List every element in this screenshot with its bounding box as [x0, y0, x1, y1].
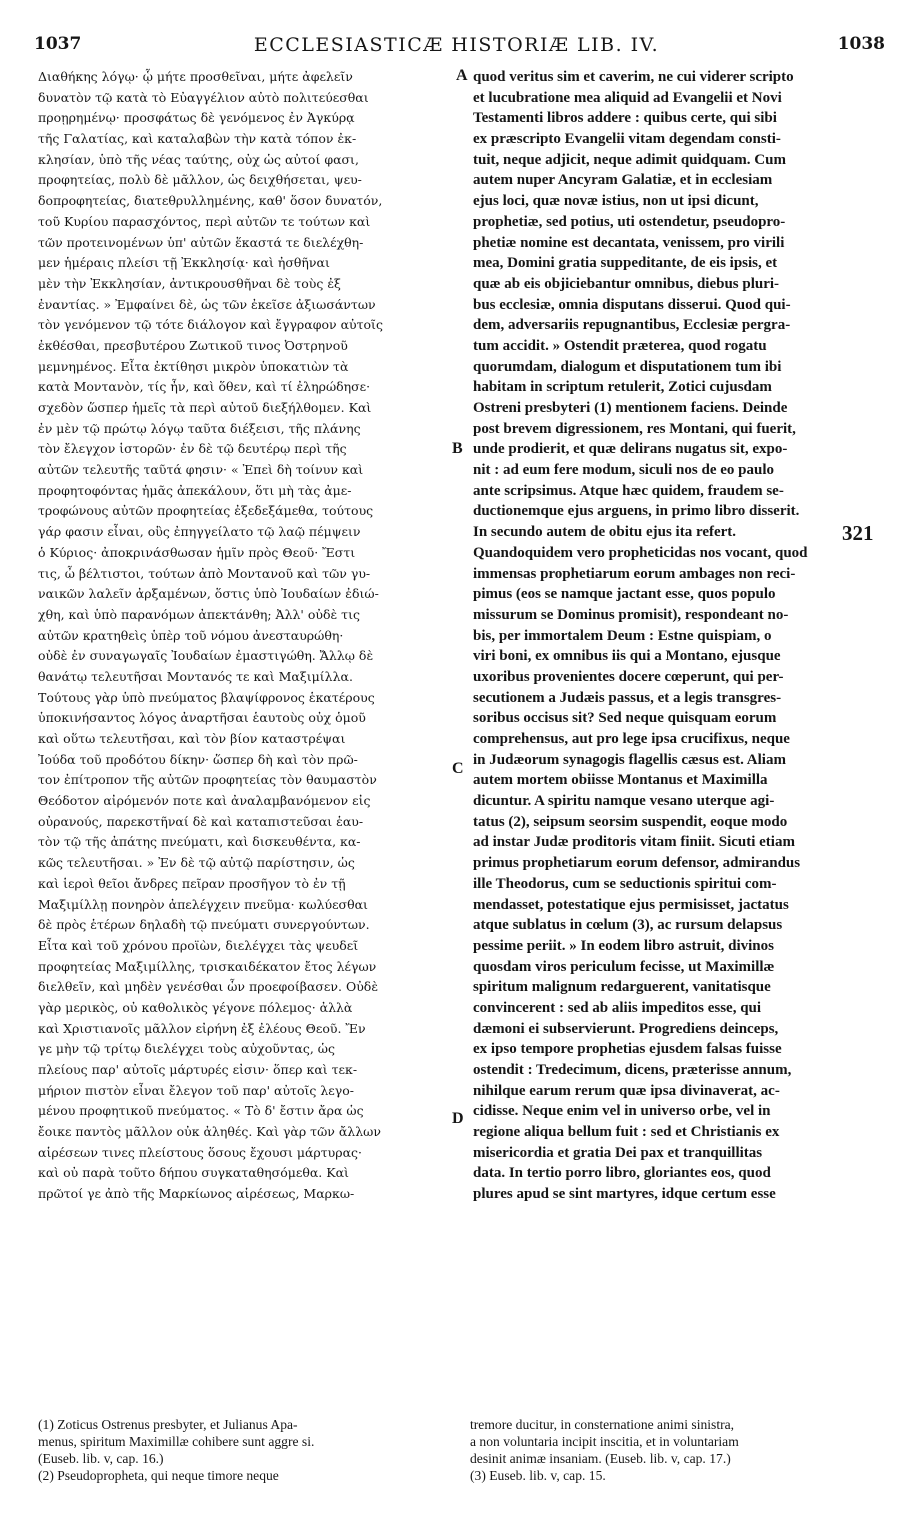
greek-text-line: προφητείας, πολὺ δὲ μᾶλλον, ὡς δειχθήσεται, ψευ- — [38, 172, 362, 188]
latin-text-line: tuit, neque adjicit, neque adimit quidquam. Cum — [473, 151, 786, 168]
latin-text-line: dæmoni ei subservierunt. Progrediens deinceps, — [473, 1020, 779, 1037]
greek-text-line: γάρ φασιν εἶναι, οὓς ἐπηγγείλατο τῷ λαῷ πέμψειν — [38, 524, 361, 540]
latin-column — [473, 67, 881, 1205]
latin-text-line: primus prophetiarum eorum defensor, admirandus — [473, 855, 801, 872]
greek-text-line: τῶν προτεινομένων ὑπ' αὐτῶν ἕκαστά τε διελέχθη- — [38, 234, 364, 250]
greek-text-line: μὲν τὴν Ἐκκλησίαν, ἀντικρουσθῆναι δὲ τοὺς ἐξ — [38, 275, 341, 291]
footnote-line: a non voluntaria incipit inscitia, et in voluntariam — [470, 1434, 739, 1449]
greek-text-line: προῃρημένῳ· προσφάτως δὲ γενόμενος ἐν Ἀγκύρᾳ — [38, 110, 355, 126]
greek-text-line: τῆς Γαλατίας, καὶ καταλαβὼν τὴν κατὰ τόπον ἐκ- — [38, 131, 357, 147]
greek-text-line: ναικῶν λαλεῖν ἀρξαμένων, ὅστις ὑπὸ Ἰουδαίων ἐδιώ- — [38, 586, 379, 602]
greek-text-line: τροφώνους αὐτῶν προφητείας ἐξεδεξάμεθα, τούτους — [38, 503, 374, 519]
latin-text-line: mea, Domini gratia suppeditante, de eis ipsis, et — [473, 255, 778, 272]
greek-text-line: ἔοικε παντὸς μᾶλλον οὐκ ἀληθές. Καὶ γὰρ τῶν ἄλλων — [38, 1124, 381, 1140]
latin-text-line: ante scripsimus. Atque hæc quidem, fraudem se- — [473, 482, 784, 499]
column-number: 321 — [842, 521, 874, 545]
latin-text-line: habitam in scriptum retulerit, Zotici cujusdam — [473, 379, 772, 396]
latin-text-line: convincerent : sed ab aliis impeditos esse, qui — [473, 999, 762, 1016]
latin-text-line: quæ ab eis objiciebantur omnibus, diebus pluri- — [473, 275, 780, 292]
latin-text-line: mendasset, potestatique ejus permisisset, jactatus — [473, 896, 789, 913]
greek-text-line: θανάτῳ τελευτῆσαι Μοντανός τε καὶ Μαξιμίλλα. — [38, 668, 353, 684]
latin-text-line: ad instar Judæ proditoris vitam finiit. Sicuti etiam — [473, 834, 795, 851]
latin-text-line: ostendit : Tredecimum, dicens, præterisse annum, — [473, 1062, 792, 1078]
greek-text-line: αὐτῶν τελευτῆς ταῦτά φησιν· « Ἐπεὶ δὴ τοίνυν καὶ — [38, 462, 364, 478]
greek-text-line: ὁ Κύριος· ἀποκρινάσθωσαν ἡμῖν πρὸς Θεοῦ· Ἔστι — [38, 544, 356, 560]
greek-text-line: Εἶτα καὶ τοῦ χρόνου προϊὼν, διελέγχει τὰς ψευδεῖ — [38, 937, 359, 953]
latin-text-line: regione aliqua bellum fuit : sed et Christianis ex — [473, 1124, 780, 1141]
latin-text-line: dem, adversariis repugnantibus, Ecclesiæ pergra- — [473, 317, 791, 334]
footnote-line: tremore ducitur, in consternatione animi sinistra, — [470, 1417, 735, 1432]
latin-text-line: uxoribus provenientes docere cœperunt, qui per- — [473, 668, 784, 685]
latin-text-line: pessime periit. » In eodem libro astruit, divinos — [473, 937, 774, 954]
greek-text-line: μεμνημένος. Εἶτα ἐκτίθησι μικρὸν ὑποκατιὼν τὰ — [38, 358, 349, 374]
latin-text-line: quod veritus sim et caverim, ne cui viderer scripto — [473, 69, 794, 85]
footnote-line: menus, spiritum Maximillæ cohibere sunt aggre si. — [38, 1434, 315, 1449]
latin-text-line: quorumdam, dialogum et disputationem tum ibi — [473, 358, 782, 375]
footnote-line: desinit animæ insaniam. (Euseb. lib. v, cap. 17.) — [470, 1451, 731, 1466]
latin-text-line: Quandoquidem vero propheticidas nos vocant, quod — [473, 544, 808, 561]
footnotes-right — [470, 1416, 880, 1484]
greek-text-line: τὸν τῷ τῆς ἀπάτης πνεύματι, καὶ δισκευθέντα, κα- — [38, 834, 361, 850]
greek-text-line: σχεδὸν ὥσπερ ἡμεῖς τὰ περὶ αὐτοῦ διεξήλθομεν. Καὶ — [38, 400, 372, 415]
latin-text-line: autem nuper Ancyram Galatiæ, et in ecclesiam — [473, 172, 773, 189]
greek-text-line: τις, ὦ βέλτιστοι, τούτων ἀπὸ Μοντανοῦ καὶ τῶν γυ- — [38, 565, 371, 581]
greek-text-line: ἐκθέσθαι, πρεσβυτέρου Ζωτικοῦ τινος Ὀστρηνοῦ — [38, 337, 348, 353]
greek-text-line: καὶ οὕτω τελευτῆσαι, καὶ τὸν βίον καταστρέψαι — [38, 731, 346, 746]
latin-text-line: prophetiæ, sed potius, uti ostendetur, pseudopro- — [473, 213, 786, 230]
latin-text-line: bis, per immortalem Deum : Estne quispiam, o — [473, 627, 772, 644]
greek-text-line: κλησίαν, ὑπὸ τῆς νέας ταύτης, οὐχ ὡς αὐτοί φασι, — [38, 151, 359, 167]
greek-text-line: χθη, καὶ ὑπὸ παρανόμων ἀπεκτάνθη; Ἀλλ' οὐδὲ τις — [38, 606, 360, 622]
greek-text-line: αὐτῶν κρατηθεὶς ὑπὲρ τοῦ νόμου ἀνεσταυρώθη· — [38, 627, 344, 643]
greek-text-line: αἱρέσεων τινες πλείστους ὅσους ἔχουσι μάρτυρας· — [38, 1144, 363, 1160]
latin-text-line: dicuntur. A spiritu namque vesano uterque agi- — [473, 793, 775, 810]
greek-text-line: μεν ἡμέραις πλείσι τῇ Ἐκκλησίᾳ· καὶ ἠσθῆναι — [38, 255, 330, 271]
latin-text-line: bus ecclesiæ, omnia disputans disserui. Quod qui- — [473, 296, 791, 313]
greek-text-line: ἐναντίας. » Ἐμφαίνει δὲ, ὡς τῶν ἐκεῖσε ἀξιωσάντων — [38, 296, 376, 312]
latin-text-line: nit : ad eum fere modum, siculi nos de eo paulo — [473, 462, 774, 479]
latin-text-line: Testamenti libros addere : quibus certe, qui sibi — [473, 110, 777, 127]
margin-marker-b: B — [452, 440, 463, 457]
latin-text-line: Ostreni presbyteri (1) mentionem faciens. Deinde — [473, 400, 788, 416]
latin-text-line: in Judæorum synagogis flagellis cæsus est. Aliam — [473, 751, 786, 768]
margin-marker-a: A — [456, 67, 468, 84]
greek-text-line: Διαθήκης λόγῳ· ᾧ μήτε προσθεῖναι, μήτε ἀφελεῖν — [38, 69, 353, 84]
greek-text-line: διελθεῖν, καὶ μηδὲν γενέσθαι ὧν προεφοίβασεν. Οὐδὲ — [38, 979, 379, 995]
greek-text-line: δὲ πρὸς ἑτέρων δηλαδὴ τῷ πνεύματι συνεργούντων. — [38, 917, 370, 933]
latin-text-line: ex præscripto Evangelii vitam degendam consti- — [473, 131, 781, 148]
latin-text-line: et lucubratione mea aliquid ad Evangelii et Novi — [473, 89, 782, 106]
greek-text-line: τὸν ἔλεγχον ἱστορῶν· ἐν δὲ τῷ δευτέρῳ περὶ τῆς — [38, 441, 347, 457]
greek-text-line: ὑποκινήσαντος λόγος ἀναρτῆσαι ἑαυτοὺς οὐχ ὁμοῦ — [38, 710, 366, 726]
greek-text-line: οὐρανούς, παρεκστῆναί δὲ καὶ καταπιστεῦσαι ἑαυ- — [38, 813, 364, 829]
greek-text-line: κατὰ Μοντανὸν, τίς ἦν, καὶ ὅθεν, καὶ τί ἐληρώδησε· — [38, 379, 371, 395]
greek-text-line: πρῶτοί γε ἀπὸ τῆς Μαρκίωνος αἱρέσεως, Μαρκω- — [38, 1186, 355, 1202]
footnotes-left — [38, 1416, 458, 1484]
greek-text-line: δοπροφητείας, διατεθρυλλημένης, καθ' ὅσον δυνατόν, — [38, 193, 383, 209]
greek-text-line: μήριον πιστὸν εἶναι ἔλεγον τοῦ παρ' αὐτοῖς λεγο- — [38, 1082, 354, 1098]
greek-text-line: Θεόδοτον αἰρόμενόν ποτε καὶ ἀναλαμβανόμενον εἰς — [38, 793, 371, 809]
running-title: ECCLESIASTICÆ HISTORIÆ LIB. IV. — [253, 34, 660, 56]
greek-text-line: Τούτους γὰρ ὑπὸ πνεύματος βλαψίφρονος ἑκατέρους — [38, 689, 375, 705]
footnote-line: (Euseb. lib. v, cap. 16.) — [38, 1451, 164, 1466]
greek-text-line: τον ἐπίτροπον τῆς αὐτῶν προφητείας τὸν θαυμαστὸν — [38, 772, 377, 788]
page-number-right: 1038 — [837, 34, 885, 54]
greek-text-line: κῶς τελευτῆσαι. » Ἐν δὲ τῷ αὐτῷ παρίστησιν, ὡς — [38, 855, 355, 871]
greek-text-line: γε μὴν τῷ τρίτῳ διελέγχει τοὺς αὐχοῦντας, ὡς — [38, 1041, 335, 1057]
greek-text-line: καὶ οὐ παρὰ τοῦτο δήπου συγκαταθησόμεθα. Καὶ — [38, 1165, 349, 1181]
latin-text-line: ex ipso tempore prophetias ejusdem falsas fuisse — [473, 1041, 782, 1058]
greek-text-line: τοῦ Κυρίου παρασχόντος, περὶ αὐτῶν τε τούτων καὶ — [38, 213, 371, 229]
page-number-left: 1037 — [34, 34, 82, 54]
latin-text-line: ejus loci, quæ novæ istius, non ut ipsi dicunt, — [473, 193, 759, 210]
greek-text-line: μένου προφητικοῦ πνεύματος. « Τὸ δ' ἔστιν ἄρα ὡς — [38, 1103, 364, 1119]
footnote-line: (2) Pseudopropheta, qui neque timore neque — [38, 1468, 279, 1483]
latin-text-line: ductionemque ejus arguens, in primo libro disserit. — [473, 503, 800, 520]
latin-text-line: plures apud se sint martyres, idque certum esse — [473, 1186, 776, 1203]
latin-text-line: post brevem digressionem, res Montani, qui fuerit, — [473, 420, 796, 437]
latin-text-line: misericordia et gratia Dei pax et tranquillitas — [473, 1144, 763, 1161]
greek-text-line: πλείους παρ' αὐτοῖς μάρτυρές εἰσιν· ὅπερ καὶ τεκ- — [38, 1062, 358, 1077]
latin-text-line: soribus occisus sit? Sed neque quisquam eorum — [473, 710, 777, 727]
latin-text-line: atque sublatus in cœlum (3), ac rursum delapsus — [473, 917, 783, 934]
greek-text-line: καὶ ἱεροὶ θεῖοι ἄνδρες πεῖραν προσῆγον τὸ ἐν τῇ — [38, 875, 346, 891]
latin-text-line: autem mortem obiisse Montanus et Maximilla — [473, 772, 768, 789]
latin-text-line: quosdam viros periculum fecisse, ut Maximillæ — [473, 958, 775, 975]
margin-marker-d: D — [452, 1110, 464, 1127]
latin-text-line: In secundo autem de obitu ejus ita refert. — [473, 524, 737, 541]
latin-text-line: ille Theodorus, cum se seductionis spiritui com- — [473, 875, 777, 892]
greek-text-line: προφητοφόντας ἡμᾶς ἀπεκάλουν, ὅτι μὴ τὰς ἀμε- — [38, 482, 352, 498]
footnote-line: (1) Zoticus Ostrenus presbyter, et Julianus Apa- — [38, 1417, 298, 1432]
greek-text-line: γὰρ μερικὸς, οὐ καθολικὸς γέγονε πόλεμος· ἀλλὰ — [38, 999, 353, 1015]
latin-text-line: missurum se Dominus promisit), respondeant no- — [473, 606, 789, 623]
greek-text-line: προφητείας Μαξιμίλλης, τρισκαιδέκατον ἔτος λέγων — [38, 958, 377, 974]
running-header — [0, 22, 913, 62]
latin-text-line: phetiæ nomine est decantata, venissem, pro virili — [473, 234, 785, 251]
latin-text-line: tatus (2), seipsum seorsim suspendit, eoque modo — [473, 813, 788, 830]
latin-text-line: data. In tertio porro libro, gloriantes eos, quod — [473, 1165, 771, 1182]
greek-text-line: δυνατὸν τῷ κατὰ τὸ Εὐαγγέλιον αὐτὸ πολιτεύεσθαι — [38, 89, 369, 105]
latin-text-line: secutionem a Judæis passus, et a legis transgres- — [473, 689, 782, 706]
greek-text-line: τὸν γενόμενον τῷ τότε διάλογον καὶ ἔγγραφον αὐτοῖς — [38, 317, 383, 333]
latin-text-line: tum accidit. » Ostendit præterea, quod rogatu — [473, 337, 767, 354]
latin-text-line: nihilque earum rerum quæ ipsa divinaverat, ac- — [473, 1082, 780, 1099]
latin-text-line: pimus (eos se namque jactant esse, quos populo — [473, 586, 776, 603]
greek-text-line: ἐν μὲν τῷ πρώτῳ λόγῳ ταῦτα διέξεισι, τῆς πλάνης — [38, 420, 361, 436]
latin-text-line: comprehensus, aut pro lege ipsa crucifixus, neque — [473, 731, 790, 747]
latin-text-line: viri boni, ex omnibus iis qui a Montano, ejusque — [473, 648, 781, 665]
greek-column — [38, 67, 458, 1205]
latin-text-line: unde prodierit, et quæ delirans nugatus sit, expo- — [473, 441, 788, 458]
greek-text-line: οὐδὲ ἐν συναγωγαῖς Ἰουδαίων ἐμαστιγώθη. Ἄλλῳ δὲ — [38, 648, 374, 664]
footnote-line: (3) Euseb. lib. v, cap. 15. — [470, 1468, 606, 1483]
margin-marker-c: C — [452, 760, 464, 777]
latin-text-line: spiritum malignum redarguerent, vanitatisque — [473, 979, 771, 996]
greek-text-line: Μαξιμίλλῃ πονηρὸν ἀπελέγχειν πνεῦμα· κωλύεσθαι — [38, 896, 368, 912]
latin-text-line: cidisse. Neque enim vel in universo orbe, vel in — [473, 1103, 771, 1120]
greek-text-line: καὶ Χριστιανοῖς μᾶλλον εἰρήνη ἐξ ἐλέους Θεοῦ. Ἔν — [38, 1020, 366, 1036]
greek-text-line: Ἰούδα τοῦ προδότου δίκην· ὥσπερ δὴ καὶ τὸν πρῶ- — [38, 751, 358, 767]
latin-text-line: immensas prophetiarum eorum ambages non reci- — [473, 565, 796, 582]
